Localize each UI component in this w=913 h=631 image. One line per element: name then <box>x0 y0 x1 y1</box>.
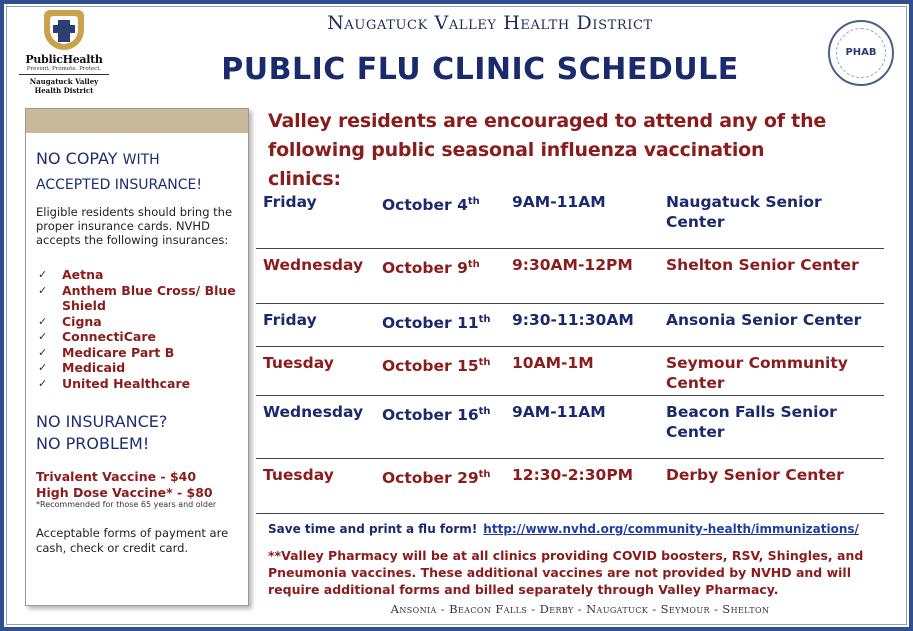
clinic-day: Tuesday <box>263 354 334 372</box>
clinic-date <box>382 192 480 215</box>
clinic-time: 10AM-1M <box>512 354 594 372</box>
clinic-location: Ansonia Senior Center <box>666 311 862 329</box>
insurance-item <box>36 283 248 314</box>
eligible-text: Eligible residents should bring the proper insurance cards. NVHD accepts the following insurances: <box>36 205 233 247</box>
phab-seal <box>828 20 894 86</box>
logo-district-line1: Naugatuck Valley <box>29 77 99 86</box>
clinic-date-suffix: th <box>478 314 491 325</box>
public-health-logo <box>14 10 114 95</box>
checkmark-icon: ✓ <box>38 361 48 374</box>
logo-divider <box>19 74 109 75</box>
clinic-row <box>256 249 884 304</box>
clinic-date-suffix: th <box>478 357 491 368</box>
insurance-item <box>36 360 248 376</box>
insurance-item <box>36 329 248 345</box>
intro-text <box>268 107 828 194</box>
intro-line1: Valley residents are encouraged to attend any of the <box>268 110 827 132</box>
logo-district-line2: Health District <box>34 86 94 95</box>
clinic-location: Naugatuck Senior Center <box>666 193 822 231</box>
clinic-location: Beacon Falls Senior Center <box>666 403 837 441</box>
clinic-date-text: October 9 <box>382 259 468 278</box>
payment-text: Acceptable forms of payment are cash, check or credit card. <box>36 526 229 555</box>
no-insurance-text: NO INSURANCE? <box>36 412 168 431</box>
logo-tagline: Prevent. Promote. Protect. <box>26 66 102 72</box>
clinic-time: 9:30-11:30AM <box>512 311 634 329</box>
clinic-row <box>256 304 884 347</box>
clinic-date-text: October 15 <box>382 357 479 376</box>
clinic-location: Derby Senior Center <box>666 466 844 484</box>
clinic-schedule <box>256 186 884 514</box>
clinic-date <box>382 402 491 425</box>
flu-form-link[interactable]: http://www.nvhd.org/community-health/immunizations/ <box>483 522 859 536</box>
clinic-date-suffix: th <box>478 469 491 480</box>
seal-label: PHAB <box>845 47 877 58</box>
insurance-item <box>36 267 248 283</box>
pharmacy-note: **Valley Pharmacy will be at all clinics providing COVID boosters, RSV, Shingles, and Pneumonia vaccines. These additional vaccines are not provided by NVHD and will require additional forms and billed separately through Valley Pharmacy. <box>268 548 864 597</box>
insurance-name: Cigna <box>62 313 102 329</box>
clinic-time: 9AM-11AM <box>512 193 606 211</box>
clinic-row <box>256 347 884 396</box>
clinic-date <box>382 353 491 376</box>
vaccine-prices <box>36 469 213 501</box>
clinic-day: Friday <box>263 193 317 211</box>
clinic-day: Tuesday <box>263 466 334 484</box>
clinic-row <box>256 396 884 459</box>
no-copay-text: NO COPAY <box>36 149 118 168</box>
shield-icon <box>44 10 84 50</box>
logo-name: PublicHealth <box>25 53 103 66</box>
clinic-time: 12:30-2:30PM <box>512 466 634 484</box>
clinic-date-suffix: th <box>467 259 480 270</box>
clinic-date-text: October 11 <box>382 314 479 333</box>
insurance-item <box>36 314 248 330</box>
towns-footer: Ansonia - Beacon Falls - Derby - Naugatuck - Seymour - Shelton <box>390 602 770 616</box>
accepted-insurance-text: ACCEPTED INSURANCE! <box>36 177 202 193</box>
clinic-date <box>382 255 480 278</box>
checkmark-icon: ✓ <box>38 268 48 281</box>
no-copay-heading <box>36 147 202 197</box>
clinic-date-text: October 29 <box>382 469 479 488</box>
insurance-name: Aetna <box>62 267 104 282</box>
clinic-day: Wednesday <box>263 403 364 421</box>
sidebar-header-bar <box>26 109 248 133</box>
save-time-label: Save time and print a flu form! <box>268 522 478 536</box>
trivalent-price: Trivalent Vaccine - $40 <box>36 469 197 484</box>
clinic-day: Wednesday <box>263 256 364 274</box>
insurance-name: Anthem Blue Cross/ Blue Shield <box>62 282 236 313</box>
high-dose-price: High Dose Vaccine* - $80 <box>36 485 213 500</box>
checkmark-icon: ✓ <box>38 314 48 328</box>
insurance-name: Medicaid <box>62 360 126 375</box>
checkmark-icon: ✓ <box>38 283 48 297</box>
insurance-sidebar <box>25 108 249 606</box>
price-note: *Recommended for those 65 years and older <box>36 500 217 509</box>
clinic-date-suffix: th <box>467 196 480 207</box>
clinic-date <box>382 465 491 488</box>
clinic-row <box>256 186 884 249</box>
clinic-time: 9AM-11AM <box>512 403 606 421</box>
checkmark-icon: ✓ <box>38 345 48 359</box>
no-copay-with: WITH <box>122 152 160 168</box>
insurance-list <box>36 267 248 391</box>
insurance-item <box>36 376 248 392</box>
district-name: Naugatuck Valley Health District <box>327 12 653 34</box>
clinic-date-suffix: th <box>478 406 491 417</box>
clinic-location: Seymour Community Center <box>666 354 848 392</box>
clinic-location: Shelton Senior Center <box>666 256 859 274</box>
clinic-day: Friday <box>263 311 317 329</box>
page-title: PUBLIC FLU CLINIC SCHEDULE <box>221 52 739 87</box>
insurance-name: Medicare Part B <box>62 344 175 360</box>
no-insurance-heading <box>36 411 167 455</box>
clinic-time: 9:30AM-12PM <box>512 256 633 274</box>
clinic-date-text: October 16 <box>382 406 479 425</box>
clinic-date <box>382 310 491 333</box>
no-problem-text: NO PROBLEM! <box>36 434 150 453</box>
checkmark-icon: ✓ <box>38 330 48 343</box>
checkmark-icon: ✓ <box>38 376 48 390</box>
intro-line2: following public seasonal influenza vaccination clinics: <box>268 139 765 190</box>
insurance-name: ConnectiCare <box>62 329 156 344</box>
insurance-item <box>36 345 248 361</box>
insurance-name: United Healthcare <box>62 375 191 391</box>
save-time-text <box>268 522 859 536</box>
clinic-row <box>256 459 884 514</box>
clinic-date-text: October 4 <box>382 196 468 215</box>
